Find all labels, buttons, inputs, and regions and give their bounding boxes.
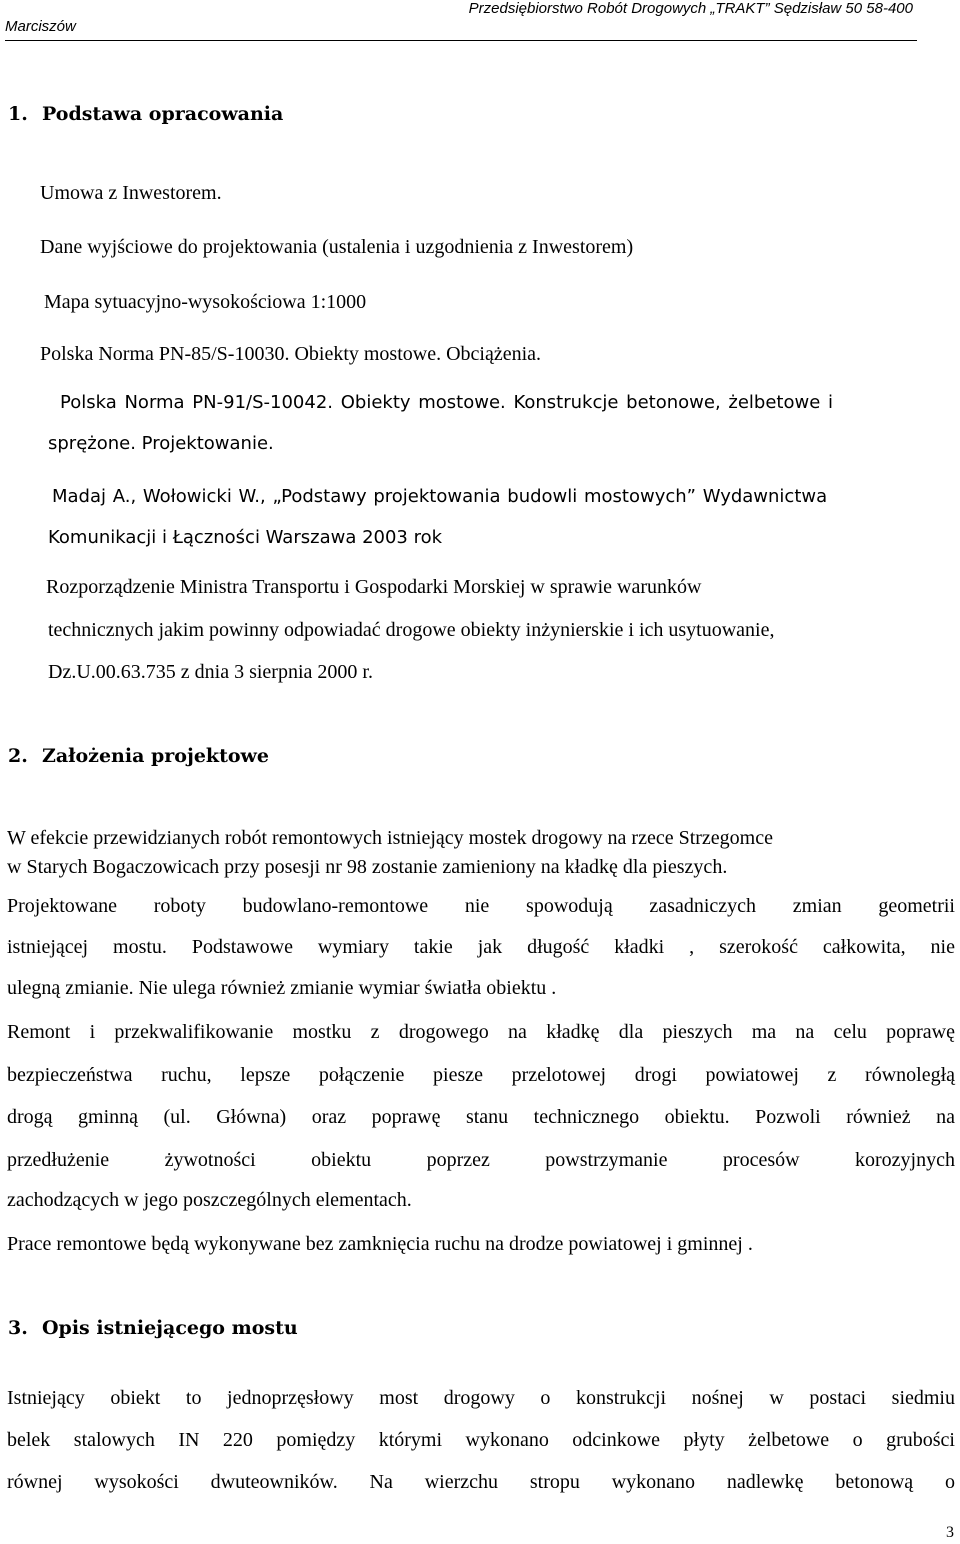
paragraph-line: ulegną zmianie. Nie ulega również zmianie wymiar światła obiektu .: [7, 977, 557, 999]
paragraph-line: drogą gminną (ul. Główna) oraz poprawę stanu technicznego obiektu. Pozwoli również na: [7, 1106, 955, 1128]
source-line: Komunikacji i Łączności Warszawa 2003 rok: [48, 527, 443, 548]
source-line: Polska Norma PN-85/S-10030. Obiekty mostowe. Obciążenia.: [40, 343, 542, 365]
source-line: sprężone. Projektowanie.: [48, 433, 274, 454]
source-line: Umowa z Inwestorem.: [40, 182, 222, 204]
paragraph-line: przedłużenie żywotności obiektu poprzez powstrzymanie procesów korozyjnych: [7, 1149, 955, 1171]
page-number: 3: [946, 1524, 954, 1541]
paragraph-line: belek stalowych IN 220 pomiędzy którymi wykonano odcinkowe płyty żelbetowe o grubości: [7, 1429, 955, 1451]
source-line: Madaj A., Wołowicki W., „Podstawy projektowania budowli mostowych” Wydawnictwa: [52, 486, 828, 507]
section-number: 2.: [8, 745, 28, 767]
section-3-heading: [8, 1317, 298, 1339]
paragraph-line: Projektowane roboty budowlano-remontowe nie spowodują zasadniczych zmian geometrii: [7, 895, 955, 917]
paragraph-line: istniejącej mostu. Podstawowe wymiary takie jak długość kładki , szerokość całkowita, nie: [7, 936, 955, 958]
paragraph-line: w Starych Bogaczowicach przy posesji nr 98 zostanie zamieniony na kładkę dla pieszych.: [7, 856, 728, 878]
source-line: Dane wyjściowe do projektowania (ustalenia i uzgodnienia z Inwestorem): [40, 236, 634, 258]
section-number: 1.: [8, 103, 28, 125]
page-header: [5, 0, 917, 41]
paragraph-line: bezpieczeństwa ruchu, lepsze połączenie piesze przelotowej drogi powiatowej z równoległą: [7, 1064, 955, 1086]
header-location: Marciszów: [5, 18, 76, 35]
header-company: Przedsiębiorstwo Robót Drogowych „TRAKT” Sędzisław 50 58-400: [468, 0, 913, 17]
section-2-heading: [8, 745, 269, 767]
section-title: Podstawa opracowania: [42, 103, 284, 125]
section-number: 3.: [8, 1317, 28, 1339]
paragraph-line: Remont i przekwalifikowanie mostku z drogowego na kładkę dla pieszych ma na celu poprawę: [7, 1021, 955, 1043]
paragraph-line: Istniejący obiekt to jednoprzęsłowy most drogowy o konstrukcji nośnej w postaci siedmiu: [7, 1387, 955, 1409]
source-line: Rozporządzenie Ministra Transportu i Gospodarki Morskiej w sprawie warunków: [46, 576, 702, 598]
paragraph-line: Prace remontowe będą wykonywane bez zamknięcia ruchu na drodze powiatowej i gminnej .: [7, 1233, 753, 1255]
source-line: Mapa sytuacyjno-wysokościowa 1:1000: [44, 291, 367, 313]
source-line: Polska Norma PN-91/S-10042. Obiekty mostowe. Konstrukcje betonowe, żelbetowe i: [60, 392, 834, 413]
paragraph-line: zachodzących w jego poszczególnych elementach.: [7, 1189, 412, 1211]
paragraph-line: równej wysokości dwuteowników. Na wierzchu stropu wykonano nadlewkę betonową o: [7, 1471, 955, 1493]
paragraph-line: W efekcie przewidzianych robót remontowych istniejący mostek drogowy na rzece Strzegomce: [7, 827, 773, 849]
section-1-heading: [8, 103, 283, 125]
section-title: Założenia projektowe: [42, 745, 269, 767]
source-line: Dz.U.00.63.735 z dnia 3 sierpnia 2000 r.: [48, 661, 373, 683]
source-line: technicznych jakim powinny odpowiadać drogowe obiekty inżynierskie i ich usytuowanie,: [48, 619, 775, 641]
section-title: Opis istniejącego mostu: [42, 1317, 298, 1339]
